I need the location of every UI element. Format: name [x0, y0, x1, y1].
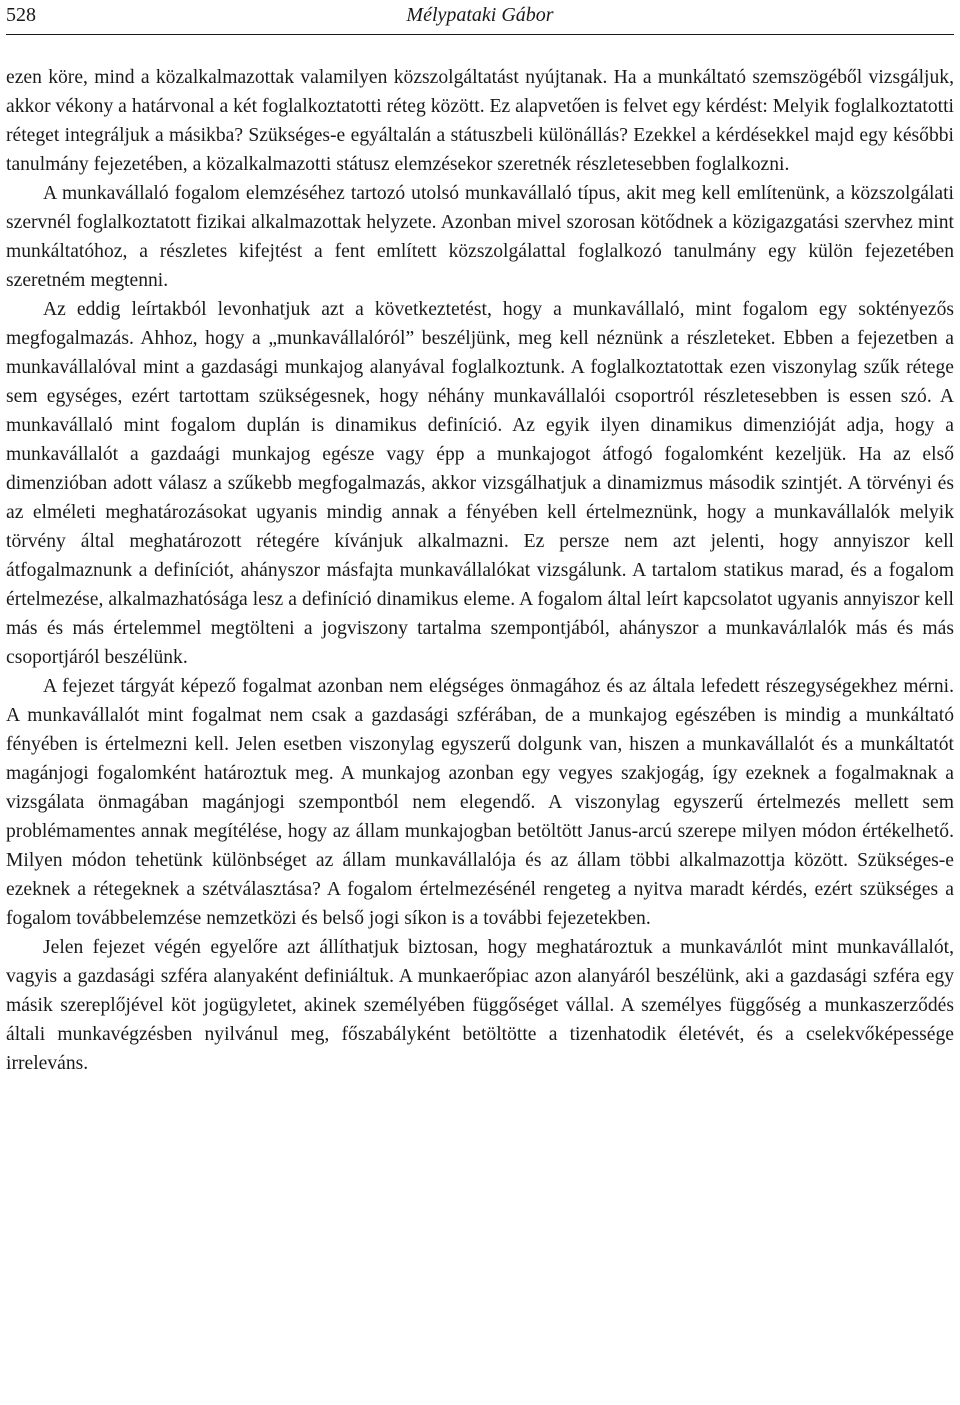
running-header [6, 0, 954, 35]
paragraph: Jelen fejezet végén egyelőre azt állíthatjuk biztosan, hogy meghatároztuk a munkaváлlót mint munkavállalót, vagyis a gazdasági szféra alanyaként definiáltuk. A munkaerőpiac azon alanyáról beszélünk, aki a gazdasági szféra egy másik szereplőjével köt jogügyletet, akinek személyében függőséget vállal. A személyes függőség a munkaszerződés általi munkavégzésben nyilvánul meg, főszabályként betöltötte a tizenhatodik életévét, és a cselekvőképessége irreleváns. [6, 937, 954, 1074]
paragraph-continued: ezen köre, mind a közalkalmazottak valamilyen közszolgáltatást nyújtanak. Ha a munkáltató szemszögéből vizsgáljuk, akkor vékony a határvonal a két foglalkoztatotti réteg között. Ez alapvetően is felvet egy kérdést: Melyik foglalkoztatotti réteget integráljuk a másikba? Szükséges-e egyáltalán a státuszbeli különállás? Ezekkel a kérdésekkel majd egy későbbi tanulmány fejezetében, a közalkalmazotti státusz elemzésekor szeretnék részletesebben foglalkozni. [6, 67, 954, 175]
paragraph: Az eddig leírtakból levonhatjuk azt a következtetést, hogy a munkavállaló, mint fogalom egy soktényezős megfogalmazás. Ahhoz, hogy a „munkavállalóról” beszéljünk, meg kell néznünk a részleteket. Ebben a fejezetben a munkavállalóval mint a gazdasági munkajog alanyával foglalkoztunk. A foglalkoztatottak ezen viszonylag szűk rétege sem egységes, ezért tartottam szükségesnek, hogy néhány munkavállalói csoportról részletesebben is essen szó. A munkavállaló mint fogalom duplán is dinamikus definíció. Az egyik ilyen dinamikus dimenzióját adja, hogy a munkavállalót a gazdaági munkajog egésze vagy épp a munkajogot átfogó fogalomként kezeljük. Ha az első dimenzióban adott válasz a szűkebb megfogalmazás, akkor vizsgálhatjuk a dinamizmus második szintjét. A törvényi és az elméleti meghatározásokat ugyanis mindig annak a fényében kell értelmeznünk, hogy a munkavállаlók melyik törvény által meghatározott rétegére kívánjuk alkalmazni. Ez persze nem azt jelenti, hogy annyiszor kell átfogalmaznunk a definíciót, ahányszor másfajta munkavállalókat vizsgálunk. A tartalom statikus marad, és a fogalom értelmezése, alkalmazhatósága lesz a definíció dinamikus eleme. A fogalom által leírt kapcsolatot ugyanis annyiszor kell más és más értelemmel megtölteni a jogviszony tartalma szempontjából, ahányszor a munkaváлlalók más és más csoportjáról beszélünk. [6, 299, 954, 668]
page-number: 528 [6, 4, 36, 26]
paragraph: A munkavállaló fogalom elemzéséhez tartozó utolsó munkavállaló típus, akit meg kell említenünk, a közszolgálati szervnél foglalkoztatott fizikai alkalmazottak helyzete. Azonban mivel szorosan kötődnek a közigazgatási szervhez mint munkáltatóhoz, a részletes kifejtést a fent említett közszolgálattal foglalkozó tanulmány egy külön fejezetében szeretném megtenni. [6, 183, 954, 291]
paragraph: A fejezet tárgyát képező fogalmat azonban nem elégséges önmagához és az általa lefedett részegységekhez mérni. A munkavállalót mint fogalmat nem csak a gazdasági szférában, de a munkajog egészében is mindig a munkáltató fényében is értelmezni kell. Jelen esetben viszonylag egyszerű dolgunk van, hiszen a munkavállalót és a munkáltatót magánjogi fogalomként határoztuk meg. A munkajog azonban egy vegyes szakjogág, így ezeknek a fogalmaknak a vizsgálata önmagában magánjogi szempontból nem elegendő. A viszonylag egyszerű értelmezés mellett sem problémamentes annak megítélése, hogy az állam munkajogban betöltött Janus-arcú szerepe milyen módon értékelhető. Milyen módon tehetünk különbséget az állam munkavállalója és az állam többi alkalmazottja között. Szükséges-e ezeknek a rétegeknek a szétválasztása? A fogalom értelmezésénél rengeteg a nyitva maradt kérdés, ezért szükséges a fogalom továbbelemzése nemzetközi és belső jogi síkon is a további fejezetekben. [6, 676, 954, 929]
running-title: Mélypataki Gábor [406, 4, 554, 26]
body-text [6, 63, 954, 1078]
